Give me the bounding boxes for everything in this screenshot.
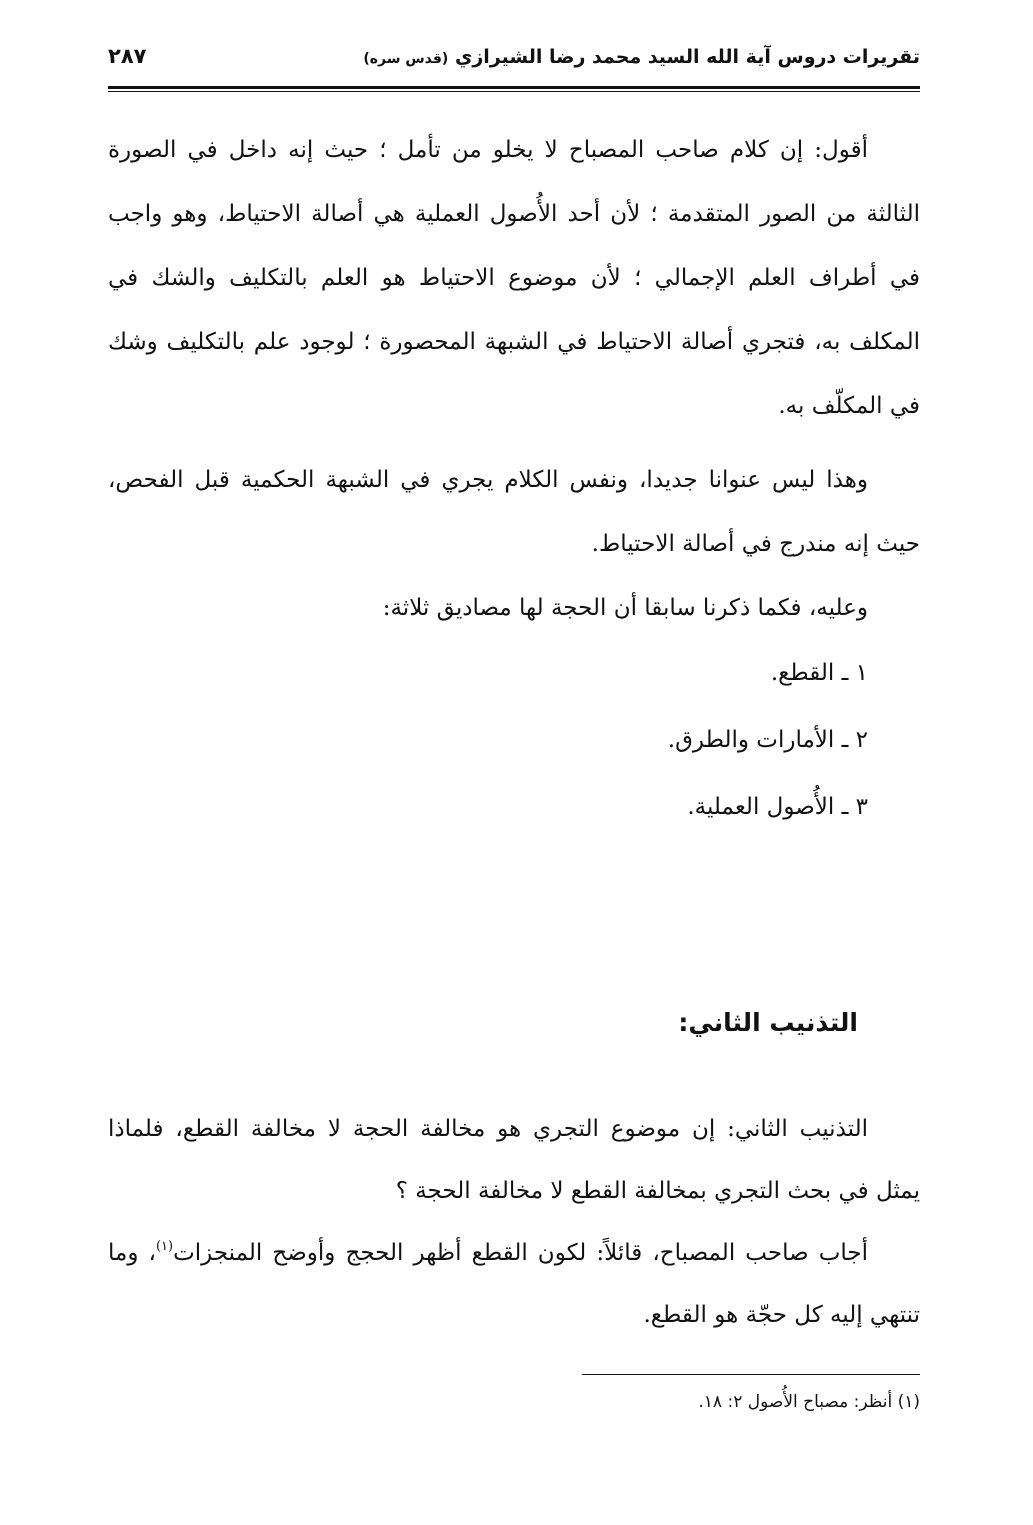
proof-types-list: [108, 640, 920, 841]
header-title-suffix: (قدس سره): [363, 51, 449, 67]
section-text: [108, 1098, 920, 1346]
header-title: [363, 46, 920, 68]
section-heading: التذنيب الثاني:: [678, 1008, 858, 1037]
footnote-marker: (١): [155, 1239, 174, 1254]
running-header: [108, 36, 920, 88]
list-item: ٢ ـ الأمارات والطرق.: [667, 727, 868, 753]
paragraph-2: وهذا ليس عنوانا جديدا، ونفس الكلام يجري في الشبهة الحكمية قبل الفحص، حيث إنه مندرج في أصالة الاحتياط.: [108, 467, 920, 557]
list-item: ١ ـ القطع.: [770, 660, 868, 686]
page-number: ٢٨٧: [108, 44, 147, 68]
section-paragraph-2-text: أجاب صاحب المصباح، قائلاً: لكون القطع أظهر الحجج وأوضح المنجزات: [173, 1240, 868, 1266]
paragraph-1: أقول: إن كلام صاحب المصباح لا يخلو من تأمل ؛ حيث إنه داخل في الصورة الثالثة من الصور المتقدمة ؛ لأن أحد الأُصول العملية هي أصالة الاحتياط، وهو واجب في أطراف العلم الإجمالي ؛ لأن موضوع الاحتياط هو العلم بالتكليف والشك في المكلف به، فتجري أصالة الاحتياط في الشبهة المحصورة ؛ لوجود علم بالتكليف وشك في المكلّف به.: [108, 137, 920, 419]
section-paragraph-2-tail: ، وما تنتهي إليه كل حجّة هو القطع.: [108, 1240, 920, 1328]
header-title-text: تقريرات دروس آية الله السيد محمد رضا الشيرازي: [454, 46, 920, 68]
main-text: [108, 118, 920, 841]
section-paragraph-1: التذنيب الثاني: إن موضوع التجري هو مخالفة الحجة لا مخالفة القطع، فلماذا يمثل في بحث التجري بمخالفة القطع لا مخالفة الحجة ؟: [108, 1116, 920, 1204]
list-item: ٣ ـ الأُصول العملية.: [687, 794, 868, 820]
footnote-divider: [582, 1374, 920, 1375]
paragraph-3: وعليه، فكما ذكرنا سابقا أن الحجة لها مصاديق ثلاثة:: [382, 595, 868, 621]
header-divider: [108, 86, 920, 92]
footnote: (١) أنظر: مصباح الأُصول ٢: ١٨.: [698, 1392, 920, 1412]
section-paragraph-2: [108, 1222, 920, 1346]
